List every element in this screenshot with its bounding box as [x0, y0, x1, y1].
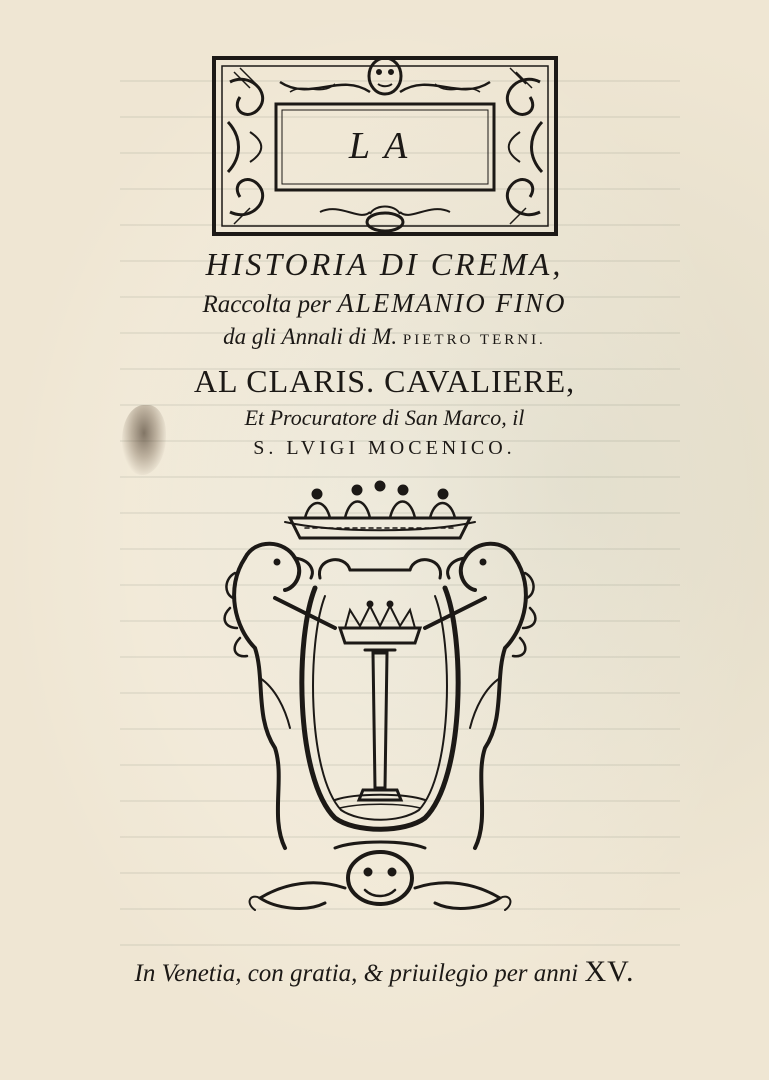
cartouche-text: LA: [348, 125, 422, 167]
imprint-text: In Venetia, con gratia, & priuilegio per anni: [134, 960, 585, 987]
compiler-line: [40, 288, 729, 319]
compiler-name: ALEMANIO FINO: [337, 288, 567, 318]
source-line: [40, 324, 729, 350]
coat-of-arms-icon: [215, 478, 545, 938]
title-line: HISTORIA DI CREMA,: [205, 246, 564, 282]
ornamental-cartouche: [210, 52, 560, 242]
source-prefix: da gli Annali di M.: [223, 324, 403, 349]
imprint-numeral: XV.: [584, 955, 635, 988]
dedication-line-1: AL CLARIS. CAVALIERE,: [193, 363, 576, 399]
dedication-line-3: S. LVIGI MOCENICO.: [253, 437, 516, 459]
source-name: PIETRO TERNI.: [402, 332, 546, 348]
compiler-prefix: Raccolta per: [202, 291, 338, 318]
imprint-line: [40, 955, 729, 989]
dedication-line-2: Et Procuratore di San Marco, il: [244, 405, 525, 430]
coat-of-arms: [215, 478, 545, 938]
